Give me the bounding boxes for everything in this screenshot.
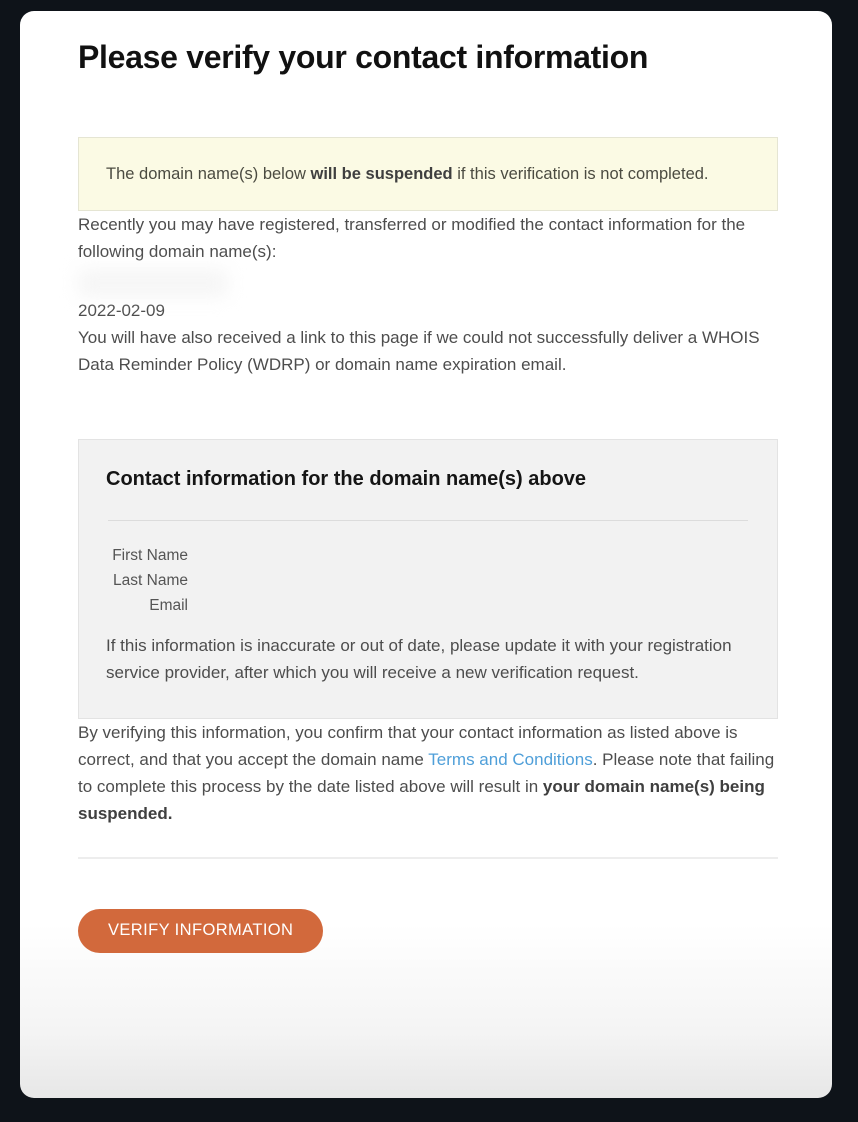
terms-text-middle: . Please note that failing to complete this process by the date listed above will result in (78, 750, 775, 796)
verification-page-card (20, 11, 832, 1098)
alert-text-before: The domain name(s) below (106, 165, 311, 183)
verification-deadline-date: 2022-02-09 (78, 301, 165, 320)
verify-information-button[interactable]: VERIFY INFORMATION (78, 909, 323, 953)
page-title: Please verify your contact information (78, 39, 649, 75)
redacted-domain-name (78, 269, 228, 297)
email-label: Email (149, 597, 188, 614)
field-row-first-name (106, 543, 750, 568)
panel-inaccurate-note: If this information is inaccurate or out of date, please update it with your registration service provider, after which you will receive a new verification request. (106, 636, 732, 682)
page-content (20, 38, 832, 953)
alert-text-bold: will be suspended (310, 165, 453, 183)
terms-paragraph (78, 719, 778, 827)
contact-information-panel (78, 439, 778, 719)
contact-panel-heading: Contact information for the domain name(s) above (106, 468, 587, 490)
wdrp-paragraph: You will have also received a link to this page if we could not successfully deliver a WHOIS Data Reminder Policy (WDRP) or domain name expiration email. (78, 328, 760, 374)
field-row-email (106, 593, 750, 618)
field-row-last-name (106, 568, 750, 593)
first-name-label: First Name (112, 547, 188, 564)
terms-and-conditions-link[interactable]: Terms and Conditions (428, 750, 593, 769)
intro-paragraph: Recently you may have registered, transferred or modified the contact information for the following domain name(s): (78, 215, 746, 261)
last-name-label: Last Name (113, 572, 188, 589)
alert-text-after: if this verification is not completed. (452, 165, 709, 183)
terms-text-bold: your domain name(s) being suspended. (78, 777, 765, 823)
suspension-warning-alert (78, 137, 778, 211)
footer-divider (78, 857, 778, 859)
alert-text (106, 165, 709, 183)
terms-text-before: By verifying this information, you confirm that your contact information as listed above is correct, and that you accept the domain name (78, 723, 738, 769)
panel-divider (108, 520, 748, 521)
